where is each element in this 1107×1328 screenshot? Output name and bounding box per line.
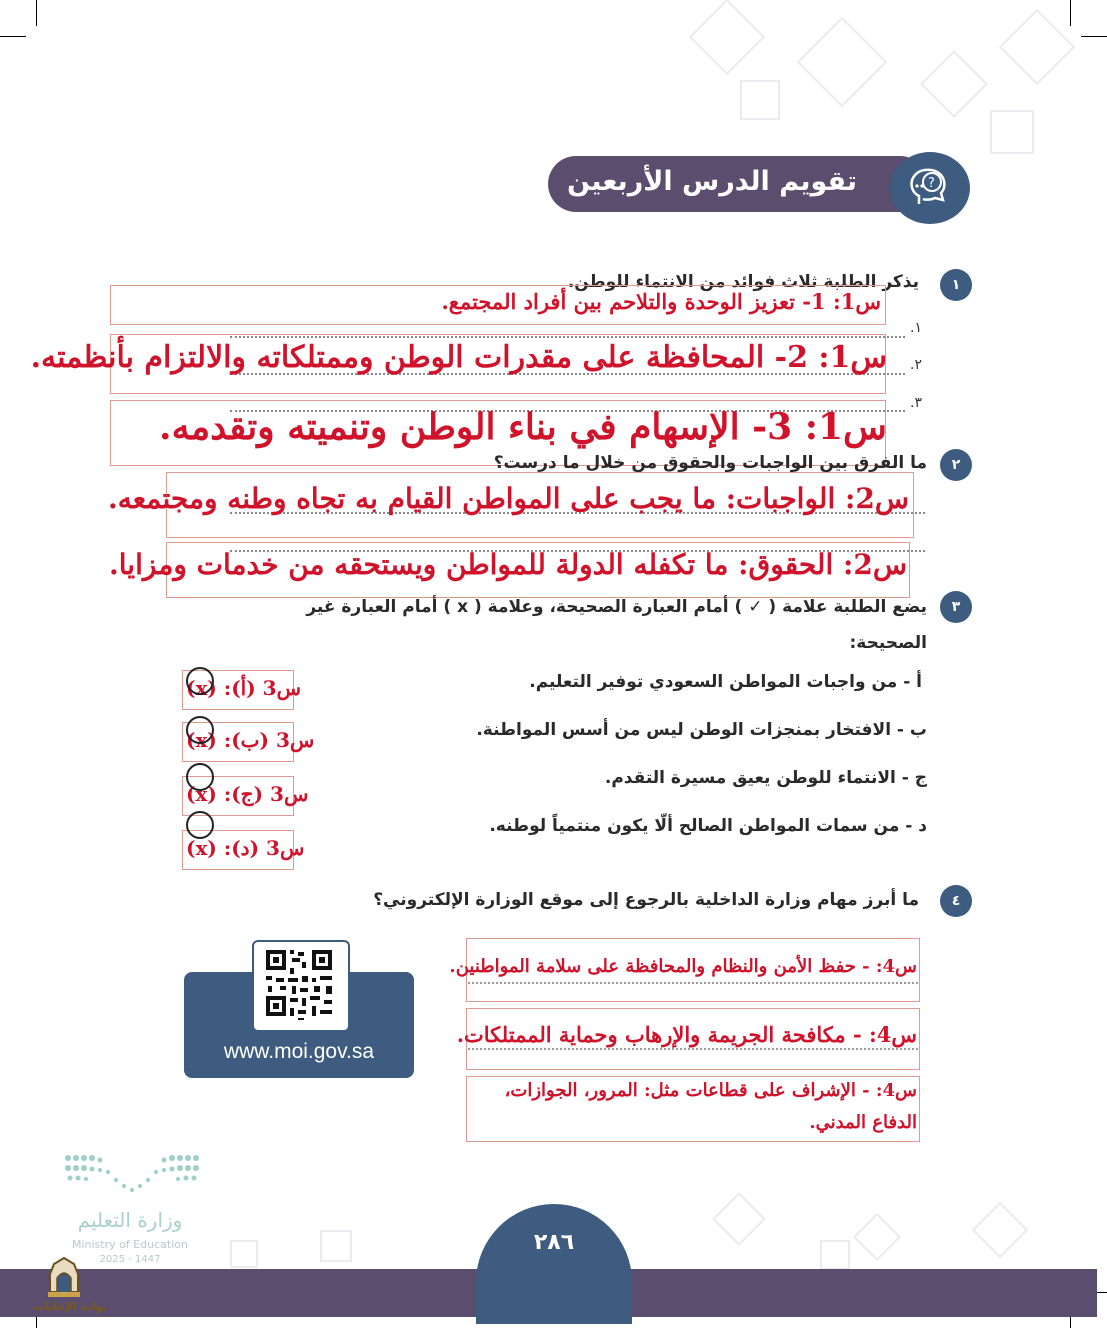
q2-answer-2: س2: الحقوق: ما تكفله الدولة للمواطن ويستحقه من خدمات ومزايا. (109, 548, 907, 581)
question-number-badge: ١ (940, 269, 972, 301)
q4-answer-2: س4: - مكافحة الجريمة والإرهاب وحماية الممتلكات. (456, 1022, 917, 1047)
line-label: ٣. (910, 395, 922, 411)
question-4-prompt: ما أبرز مهام وزارة الداخلية بالرجوع إلى موقع الوزارة الإلكتروني؟ (373, 890, 919, 910)
ministry-name-arabic: وزارة التعليم (77, 1208, 183, 1232)
statement-b: ب - الافتخار بمنجزات الوطن ليس من أسس المواطنة. (476, 720, 927, 740)
line-label: ٢. (910, 357, 922, 373)
svg-text:?: ? (928, 176, 935, 191)
answer-circle (186, 763, 214, 791)
q3-answer-d: س3 (د): (x) (186, 836, 305, 860)
q3-answer-b: س3 (ب): (x) (186, 728, 315, 752)
question-number-badge: ٢ (940, 449, 972, 481)
q3-answer-a: س3 (أ): (x) (186, 676, 302, 700)
page-number: ٢٨٦ (533, 1230, 575, 1255)
answer-circle (186, 716, 214, 744)
q1-answer-1: س1: 1- تعزيز الوحدة والتلاحم بين أفراد المجتمع. (441, 289, 881, 314)
thinking-head-icon (905, 166, 953, 210)
q2-answer-1: س2: الواجبات: ما يجب على المواطن القيام به تجاه وطنه ومجتمعه. (107, 482, 909, 515)
statement-c: ج - الانتماء للوطن يعيق مسيرة التقدم. (604, 768, 927, 788)
question-3-prompt-line1: يضع الطلبة علامة ( ✓ ) أمام العبارة الصحيحة، وعلامة ( x ) أمام العبارة غير (306, 597, 927, 617)
q1-answer-2: س1: 2- المحافظة على مقدرات الوطن وممتلكاته والالتزام بأنظمته. (30, 340, 887, 375)
q4-answer-3: س4: - الإشراف على قطاعات مثل: المرور، الجوازات، (504, 1080, 917, 1101)
question-1-prompt: يذكر الطلبة ثلاث فوائد من الانتماء للوطن. (567, 272, 919, 292)
ministry-logo-dots-icon (64, 1152, 200, 1196)
page-number-tab (476, 1204, 632, 1324)
question-number-badge: ٣ (940, 591, 972, 623)
answer-line (468, 982, 918, 984)
question-number-badge: ٤ (940, 885, 972, 917)
answer-circle (186, 811, 214, 839)
answer-line (468, 1048, 918, 1050)
watermark-text: بوابة الإجابات (33, 1300, 107, 1313)
watermark-logo-icon (44, 1256, 84, 1300)
line-label: ١. (910, 320, 922, 336)
website-url[interactable]: www.moi.gov.sa (223, 1040, 375, 1063)
question-3-prompt-line2: الصحيحة: (849, 633, 927, 653)
q4-answer-1: س4: - حفظ الأمن والنظام والمحافظة على سلامة المواطنين. (449, 956, 917, 977)
q1-answer-3: س1: 3- الإسهام في بناء الوطن وتنميته وتقدمه. (159, 406, 887, 448)
answer-circle (186, 667, 214, 695)
q4-answer-4: الدفاع المدني. (809, 1112, 917, 1133)
statement-a: أ - من واجبات المواطن السعودي توفير التعليم. (529, 672, 922, 692)
ministry-year: 2025 - 1447 (99, 1254, 161, 1265)
question-2-prompt: ما الفرق بين الواجبات والحقوق من خلال ما درست؟ (493, 453, 927, 473)
qr-code-icon[interactable] (252, 940, 350, 1032)
q3-answer-c: س3 (ج): (x) (186, 782, 309, 806)
statement-d: د - من سمات المواطن الصالح ألّا يكون منتمياً لوطنه. (489, 816, 927, 836)
lesson-title: تقويم الدرس الأربعين (567, 166, 857, 197)
ministry-name-english: Ministry of Education (71, 1238, 188, 1251)
